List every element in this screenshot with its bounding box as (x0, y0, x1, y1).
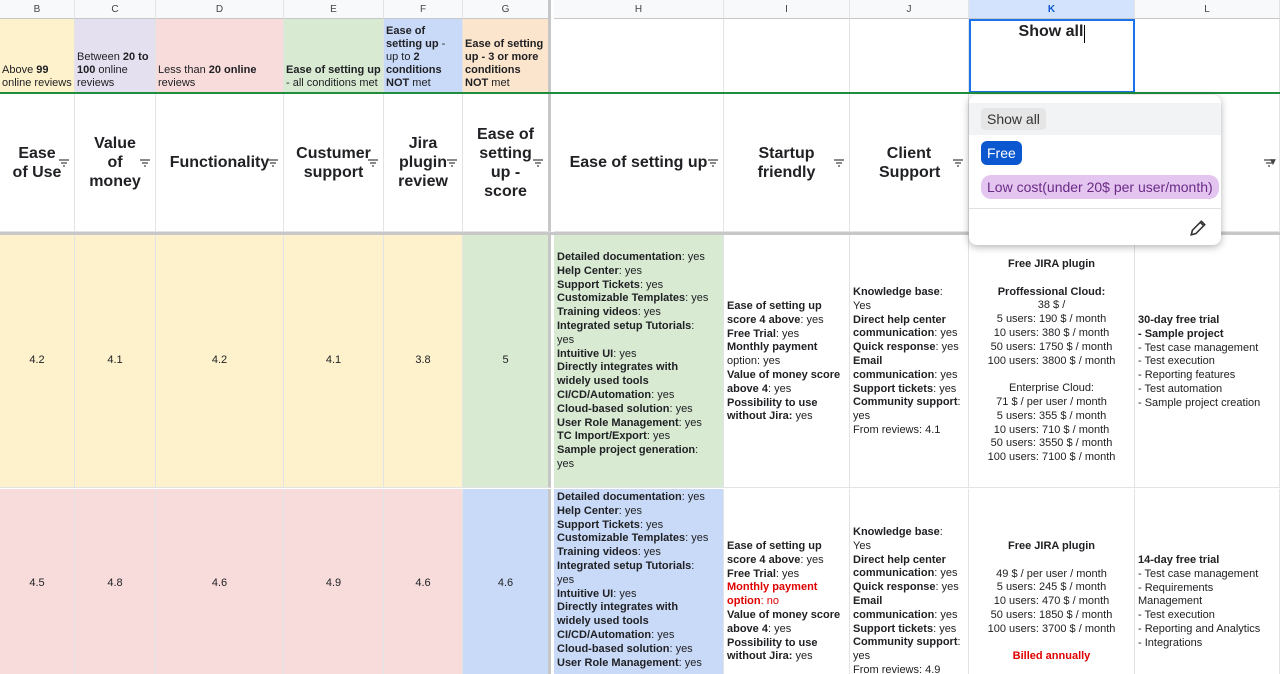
cell-line: 50 users: 3550 $ / month (990, 437, 1113, 450)
filter-icon[interactable] (267, 157, 279, 169)
cell-line: Detailed documentation: yes (557, 251, 705, 263)
legend-above-99: Above 99 online reviews (0, 19, 75, 93)
cell-line: - Sample project creation (1138, 396, 1261, 409)
cell-line: - Integrations (1138, 636, 1203, 649)
cell-line: Yes (853, 539, 871, 552)
cell-line: Help Center: yes (557, 264, 642, 277)
cell-line: widely used tools (557, 375, 649, 388)
filter-icon[interactable] (139, 157, 151, 169)
empty-cell[interactable] (554, 19, 724, 93)
cell-line: Direct help center (853, 553, 946, 566)
filter-icon[interactable] (367, 157, 379, 169)
cell-line: Monthly payment (727, 581, 818, 594)
cell-line: Directly integrates with (557, 361, 679, 374)
cell-line: 50 users: 1750 $ / month (990, 340, 1113, 353)
cell-line: yes (557, 333, 575, 346)
cell-line: TC Import/Export: yes (557, 430, 671, 443)
cell-line: Possibility to use (727, 396, 818, 409)
cell-line: Quick response: yes (853, 341, 959, 354)
cell-line: Detailed documentation: yes (557, 491, 705, 503)
cell-line: Cloud-based solution: yes (557, 642, 693, 655)
cell-line: Cloud-based solution: yes (557, 402, 693, 415)
score-cell[interactable]: 4.9 (284, 489, 384, 674)
empty-cell[interactable] (850, 19, 969, 93)
cell-line: 38 $ / (1037, 299, 1066, 312)
cell-line: Ease of setting up (727, 300, 822, 312)
cell-line: without Jira: yes (727, 650, 813, 663)
legend-less-than-20: Less than 20 online reviews (156, 19, 284, 93)
cell-line: option: no (727, 595, 779, 608)
pricing-cell[interactable] (969, 235, 1135, 488)
cell-line: Intuitive UI: yes (557, 587, 637, 600)
cell-line: - Test case management (1138, 567, 1259, 580)
cell-line: widely used tools (557, 615, 649, 628)
cell-line: 5 users: 245 $ / month (996, 581, 1107, 594)
cell-line: User Role Management: yes (557, 656, 702, 669)
cell-line: - Test automation (1138, 382, 1223, 395)
cell-line: Free Trial: yes (727, 567, 800, 580)
filter-icon[interactable] (446, 157, 458, 169)
cell-line: - Reporting features (1138, 369, 1236, 382)
cell-line: Intuitive UI: yes (557, 347, 637, 360)
header-customer-support[interactable]: Custumer support (284, 94, 384, 232)
cell-line: 30-day free trial (1138, 314, 1220, 326)
col-header-g[interactable]: G (463, 0, 551, 19)
header-client-support[interactable]: Client Support (850, 94, 969, 232)
cell-line: Proffessional Cloud: (997, 285, 1106, 298)
header-setup-score[interactable]: Ease of setting up - score (463, 94, 551, 232)
cell-line: - Test case management (1138, 341, 1259, 354)
cell-line: Support tickets: yes (853, 622, 957, 635)
cell-line: Training videos: yes (557, 546, 661, 559)
cell-line: From reviews: 4.1 (853, 423, 941, 436)
score-cell[interactable]: 3.8 (384, 235, 463, 488)
header-ease-of-use[interactable]: Ease of Use (0, 94, 75, 232)
cell-line: 100 users: 7100 $ / month (987, 451, 1116, 464)
cell-line: Monthly payment (727, 341, 818, 354)
cell-line: Free Trial: yes (727, 327, 800, 340)
legend-all-met: Ease of setting up - all conditions met (284, 19, 384, 93)
cell-line: above 4: yes (727, 382, 792, 395)
cell-line: Knowledge base: (853, 286, 943, 298)
filter-icon[interactable]: ▼ (1268, 157, 1278, 168)
cell-line: CI/CD/Automation: yes (557, 388, 675, 401)
cell-line: Billed annually (1012, 650, 1091, 663)
cell-line: Direct help center (853, 313, 946, 326)
cell-line: 10 users: 710 $ / month (993, 423, 1110, 436)
cell-line: Directly integrates with (557, 601, 679, 614)
setup-details-cell[interactable] (554, 235, 724, 488)
cell-line: 10 users: 470 $ / month (993, 595, 1110, 608)
cell-line: Free JIRA plugin (1008, 540, 1095, 552)
client-support-cell[interactable] (850, 235, 969, 488)
score-cell[interactable]: 5 (463, 235, 551, 488)
score-cell[interactable]: 4.1 (75, 235, 156, 488)
legend-up-to-2: Ease of setting up - up to 2 conditions NOT met (384, 19, 463, 93)
cell-line: 10 users: 380 $ / month (993, 326, 1110, 339)
cell-line: option: yes (727, 355, 781, 368)
col-header-f[interactable]: F (384, 0, 463, 19)
cell-line: yes (557, 573, 575, 586)
cell-line: yes (853, 650, 871, 663)
filter-icon[interactable] (58, 157, 70, 169)
cell-line: Value of money score (727, 608, 841, 621)
filter-dropdown (969, 95, 1221, 245)
cell-line: - Test execution (1138, 609, 1215, 622)
cell-line: Community support: (853, 396, 961, 409)
pricing-cell[interactable] (969, 489, 1135, 674)
cell-line: 71 $ / per user / month (996, 395, 1107, 408)
score-cell[interactable]: 4.5 (0, 489, 75, 674)
cell-line: Support Tickets: yes (557, 278, 664, 291)
cell-line: - Test execution (1138, 355, 1215, 368)
client-support-cell[interactable] (850, 489, 969, 674)
cell-line: Free JIRA plugin (1008, 258, 1095, 270)
cell-line: without Jira: yes (727, 410, 813, 423)
cell-line: Management (1138, 595, 1203, 608)
score-cell[interactable]: 4.6 (156, 489, 284, 674)
cell-line (969, 637, 1134, 651)
cell-line: Help Center: yes (557, 504, 642, 517)
cell-line: communication: yes (853, 567, 958, 580)
cell-line (969, 368, 1134, 382)
k-cell-editor[interactable]: Show all (969, 19, 1135, 93)
legend-between-20-100: Between 20 to 100 online reviews (75, 19, 156, 93)
cell-line: 100 users: 3700 $ / month (987, 622, 1116, 635)
col-header-j[interactable]: J (850, 0, 969, 19)
cell-line: From reviews: 4.9 (853, 663, 941, 674)
score-cell[interactable]: 4.1 (284, 235, 384, 488)
col-header-d[interactable]: D (156, 0, 284, 19)
cell-line: 5 users: 355 $ / month (996, 409, 1107, 422)
cell-line: Knowledge base: (853, 526, 943, 538)
cell-line: Possibility to use (727, 636, 818, 649)
chip-low-cost[interactable]: Low cost(under 20$ per user/month) (981, 175, 1219, 199)
cell-line: Integrated setup Tutorials: (557, 319, 695, 332)
cell-line: yes (853, 410, 871, 423)
cell-line: Community support: (853, 636, 961, 649)
cell-line: Sample project generation: (557, 444, 699, 457)
header-startup-friendly[interactable]: Startup friendly (724, 94, 850, 232)
cell-line: Yes (853, 299, 871, 312)
filter-icon[interactable] (707, 157, 719, 169)
header-jira-plugin-review[interactable]: Jira plugin review (384, 94, 463, 232)
startup-cell[interactable] (724, 489, 850, 674)
cell-line: Ease of setting up (727, 540, 822, 552)
col-header-e[interactable]: E (284, 0, 384, 19)
chip-free[interactable]: Free (981, 141, 1022, 165)
cell-line: 14-day free trial (1138, 554, 1220, 566)
col-header-h[interactable]: H (554, 0, 724, 19)
filter-icon[interactable] (532, 157, 544, 169)
score-cell[interactable]: 4.2 (156, 235, 284, 488)
cell-line: Support Tickets: yes (557, 518, 664, 531)
cell-line: Enterprise Cloud: (1009, 382, 1094, 395)
empty-cell[interactable] (1135, 19, 1280, 93)
cell-line (969, 272, 1134, 286)
filter-icon[interactable] (952, 157, 964, 169)
cell-line: above 4: yes (727, 622, 792, 635)
edit-pencil-icon[interactable] (1189, 219, 1207, 237)
empty-cell[interactable] (724, 19, 850, 93)
header-functionality[interactable]: Functionality (156, 94, 284, 232)
score-cell[interactable]: 4.6 (463, 489, 551, 674)
cell-line: - Reporting and Analytics (1138, 622, 1261, 635)
cell-line: 100 users: 3800 $ / month (987, 354, 1116, 367)
trial-cell[interactable] (1135, 489, 1280, 674)
cell-line: Customizable Templates: yes (557, 532, 709, 545)
cell-line (969, 554, 1134, 568)
filter-icon[interactable] (833, 157, 845, 169)
cell-line: Customizable Templates: yes (557, 292, 709, 305)
trial-cell[interactable] (1135, 235, 1280, 488)
cell-line: score 4 above: yes (727, 553, 824, 566)
cell-line: Training videos: yes (557, 306, 661, 319)
header-ease-of-setting-up[interactable]: Ease of setting up (554, 94, 724, 232)
cell-line: 50 users: 1850 $ / month (990, 608, 1113, 621)
cell-line: Value of money score (727, 368, 841, 381)
cell-line: 49 $ / per user / month (996, 567, 1107, 580)
cell-line: yes (557, 457, 575, 470)
cell-line: communication: yes (853, 327, 958, 340)
score-cell[interactable]: 4.6 (384, 489, 463, 674)
cell-line: communication: yes (853, 608, 958, 621)
col-header-c[interactable]: C (75, 0, 156, 19)
header-value-of-money[interactable]: Value of money (75, 94, 156, 232)
startup-cell[interactable] (724, 235, 850, 488)
cell-line: Integrated setup Tutorials: (557, 559, 695, 572)
cell-line: communication: yes (853, 368, 958, 381)
score-cell[interactable]: 4.2 (0, 235, 75, 488)
col-header-l[interactable]: L (1135, 0, 1280, 19)
cell-line: Email (853, 594, 883, 607)
cell-line: CI/CD/Automation: yes (557, 628, 675, 641)
col-header-b[interactable]: B (0, 0, 75, 19)
score-cell[interactable]: 4.8 (75, 489, 156, 674)
cell-line: User Role Management: yes (557, 416, 702, 429)
cell-line: 5 users: 190 $ / month (996, 313, 1107, 326)
cell-line: - Requirements (1138, 581, 1214, 594)
cell-line: Quick response: yes (853, 581, 959, 594)
setup-details-cell[interactable] (554, 489, 724, 674)
chip-show-all[interactable]: Show all (981, 108, 1046, 130)
cell-line: Support tickets: yes (853, 382, 957, 395)
cell-line: score 4 above: yes (727, 313, 824, 326)
cell-line: - Sample project (1138, 327, 1224, 340)
col-header-k[interactable]: K (969, 0, 1135, 19)
col-header-i[interactable]: I (724, 0, 850, 19)
legend-3-or-more: Ease of setting up - 3 or more conditions NOT met (463, 19, 551, 93)
cell-line: Email (853, 354, 883, 367)
